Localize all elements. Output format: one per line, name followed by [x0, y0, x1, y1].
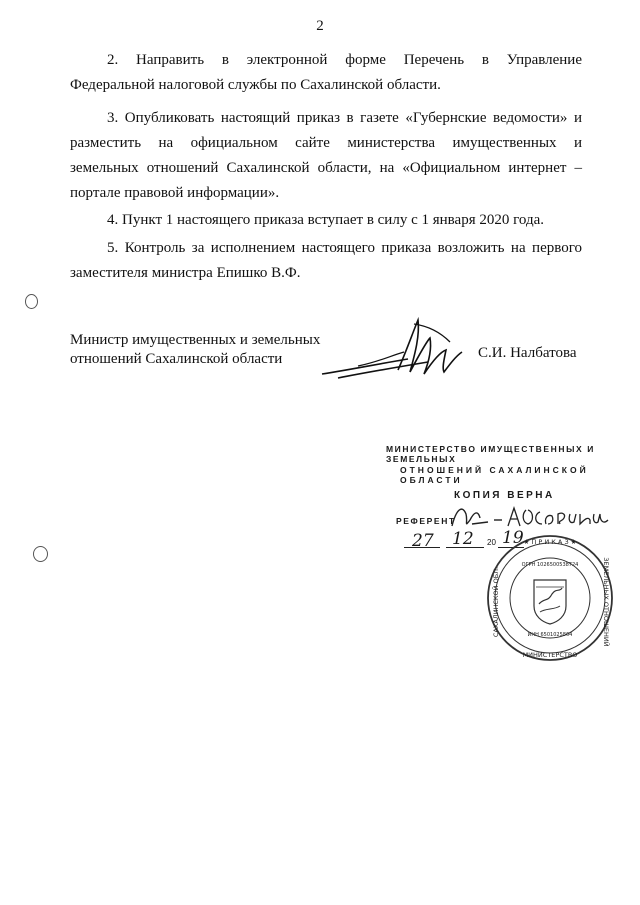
- date-day: 27: [412, 531, 434, 551]
- paragraph-3-line-1: 3. Опубликовать настоящий приказ в газете «Губернские ведомости» и: [107, 110, 582, 126]
- paragraph-2-line-1: 2. Направить в электронной форме Перечень в Управление: [107, 52, 582, 68]
- svg-text:ИНН 6501025864: ИНН 6501025864: [527, 632, 573, 638]
- svg-text:САХАЛИНСКОЙ ОБЛ.: САХАЛИНСКОЙ ОБЛ.: [492, 566, 500, 638]
- paragraph-3-line-2: разместить на официальном сайте министерства имущественных и: [70, 135, 582, 151]
- punch-hole-top: [25, 294, 38, 309]
- signature-title-line-1: Министр имущественных и земельных: [70, 332, 321, 348]
- page-number: 2: [316, 18, 324, 34]
- signer-name: С.И. Налбатова: [478, 345, 577, 361]
- paragraph-3-line-4: портале правовой информации».: [70, 185, 280, 201]
- svg-text:★ П Р И К А З ★: ★ П Р И К А З ★: [523, 538, 577, 546]
- date-year-prefix: 20: [487, 538, 496, 547]
- stamp-referent-label: РЕФЕРЕНТ: [396, 516, 456, 526]
- handwritten-signature: [318, 312, 478, 384]
- paragraph-2-line-2: Федеральной налоговой службы по Сахалинской области.: [70, 77, 441, 93]
- stamp-copy-certified: КОПИЯ ВЕРНА: [454, 490, 555, 501]
- stamp-ministry-line-1: МИНИСТЕРСТВО ИМУЩЕСТВЕННЫХ И ЗЕМЕЛЬНЫХ: [386, 444, 595, 464]
- svg-text:ОГРН 1026500538724: ОГРН 1026500538724: [521, 562, 579, 568]
- paragraph-5: [70, 236, 582, 286]
- signature-title-line-2: отношений Сахалинской области: [70, 351, 283, 367]
- referent-signature: [448, 500, 618, 532]
- punch-hole-bottom: [33, 546, 48, 562]
- paragraph-5-line-1: 5. Контроль за исполнением настоящего приказа возложить на первого: [107, 240, 582, 256]
- stamp-ministry-line-2: ОТНОШЕНИЙ САХАЛИНСКОЙ ОБЛАСТИ: [400, 465, 589, 485]
- date-month: 12: [452, 529, 474, 549]
- paragraph-3: [70, 106, 582, 206]
- official-seal: [484, 532, 616, 664]
- paragraph-5-line-2: заместителя министра Епишко В.Ф.: [70, 265, 301, 281]
- paragraph-4-line-1: 4. Пункт 1 настоящего приказа вступает в силу с 1 января 2020 года.: [107, 212, 544, 228]
- paragraph-2: [70, 48, 582, 98]
- signature-title: [70, 331, 320, 369]
- date-year: 19: [502, 528, 524, 548]
- paragraph-3-line-3: земельных отношений Сахалинской области, на «Официальном интернет –: [70, 160, 582, 176]
- svg-text:ЗЕМЕЛЬНЫХ ОТНОШЕНИЙ: ЗЕМЕЛЬНЫХ ОТНОШЕНИЙ: [602, 557, 610, 647]
- svg-text:МИНИСТЕРСТВО: МИНИСТЕРСТВО: [522, 651, 578, 659]
- paragraph-4: [70, 208, 582, 233]
